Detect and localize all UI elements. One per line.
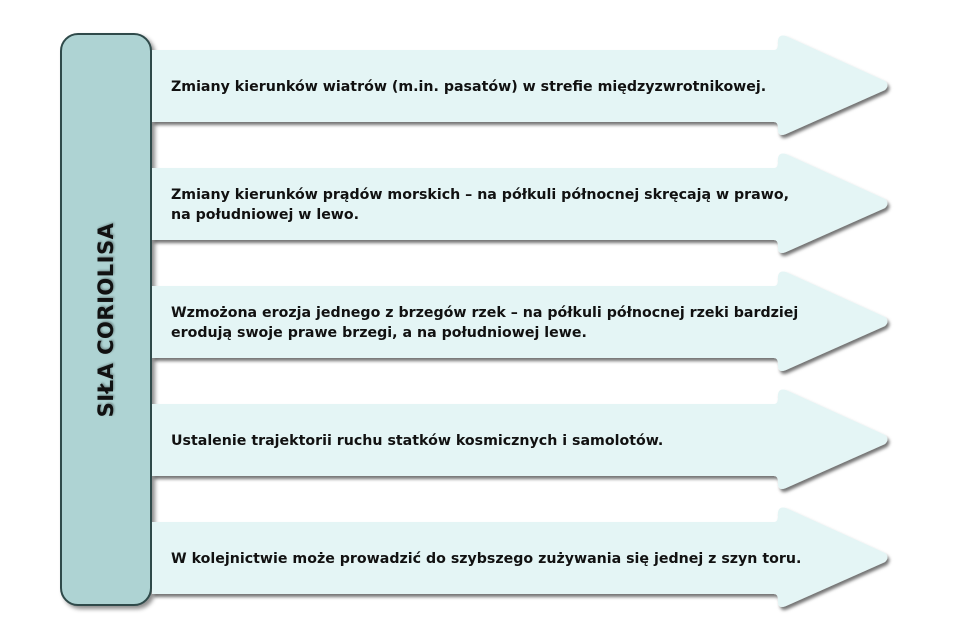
arrow-text: Zmiany kierunków wiatrów (m.in. pasatów) w strefie międzyzwrotnikowej. <box>171 79 767 95</box>
effect-arrow-1 <box>152 32 897 142</box>
effect-arrow-2 <box>152 150 897 260</box>
effect-arrow-3 <box>152 268 897 378</box>
coriolis-force-panel <box>60 33 152 606</box>
arrow-text: Ustalenie trajektorii ruchu statków kosmicznych i samolotów. <box>171 433 664 449</box>
arrow-text: W kolejnictwie może prowadzić do szybszego zużywania się jednej z szyn toru. <box>171 551 802 567</box>
panel-title: SIŁA CORIOLISA <box>94 222 118 417</box>
effect-arrow-4 <box>152 386 897 496</box>
arrow-text: Wzmożona erozja jednego z brzegów rzek – na półkuli północnej rzeki bardziej erodują swoje prawe brzegi, a na południowej lewe. <box>171 305 799 341</box>
effect-arrow-5 <box>152 504 897 614</box>
arrow-text: Zmiany kierunków prądów morskich – na półkuli północnej skręcają w prawo, na południowej w lewo. <box>171 187 789 223</box>
